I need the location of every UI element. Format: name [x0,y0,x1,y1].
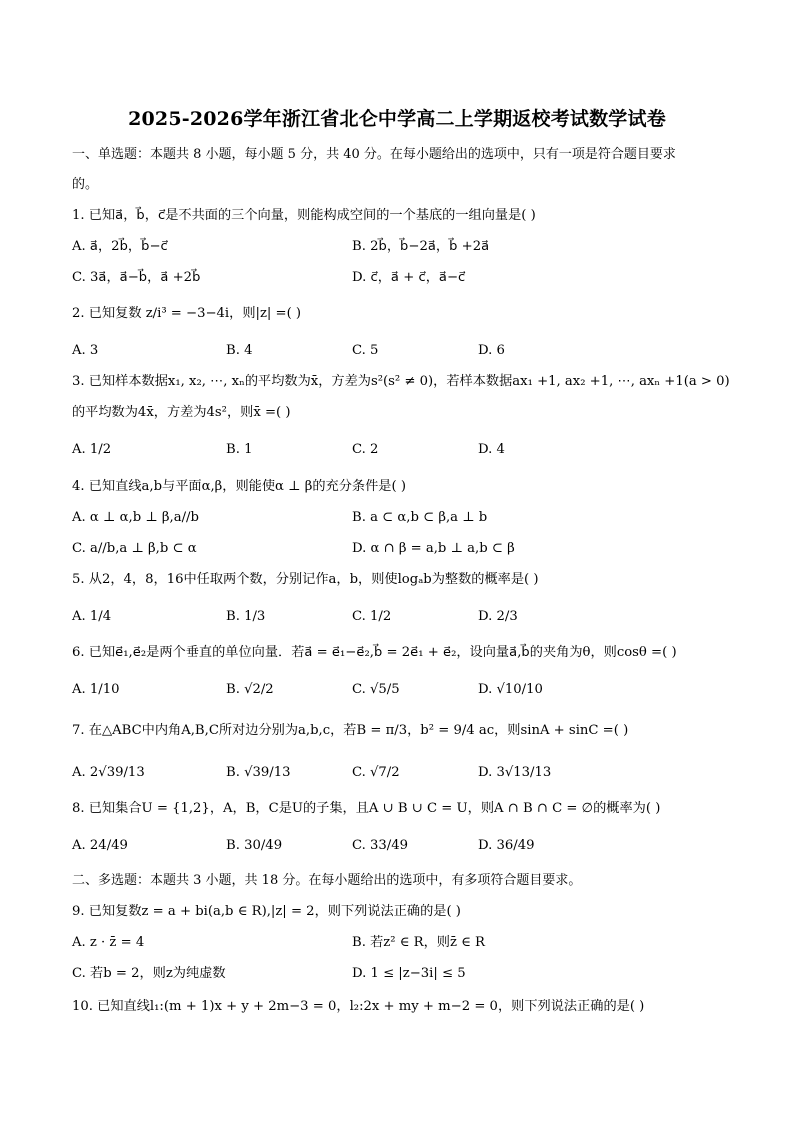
question-2-option-c: C. 5 [352,343,379,358]
question-2-option-a: A. 3 [72,343,99,358]
question-1-option-d: D. c⃗，a⃗ + c⃗，a⃗−c⃗ [352,270,466,285]
question-1-option-a: A. a⃗，2b⃗，b⃗−c⃗ [72,239,168,254]
question-9-option-b: B. 若z² ∈ R，则z̄ ∈ R [352,935,485,950]
question-5-stem: 5. 从2，4，8，16中任取两个数，分别记作a，b，则使logₐb为整数的概率是( ) [72,572,539,587]
question-5-option-d: D. 2/3 [478,609,518,624]
question-4-option-b: B. a ⊂ α,b ⊂ β,a ⊥ b [352,510,488,525]
question-7-option-c: C. √7/2 [352,765,400,780]
question-7-option-d: D. 3√13/13 [478,765,552,780]
question-9-stem: 9. 已知复数z = a + bi(a,b ∈ R),|z| = 2，则下列说法正确的是( ) [72,904,461,919]
question-2-option-d: D. 6 [478,343,505,358]
question-5-option-a: A. 1/4 [72,609,112,624]
question-8-option-b: B. 30/49 [226,838,283,853]
question-6-option-c: C. √5/5 [352,682,400,697]
question-10-stem: 10. 已知直线l₁:(m + 1)x + y + 2m−3 = 0，l₂:2x + my + m−2 = 0，则下列说法正确的是( ) [72,999,645,1014]
question-8-stem: 8. 已知集合U = {1,2}，A，B，C是U的子集，且A ∪ B ∪ C = U，则A ∩ B ∩ C = ∅的概率为( ) [72,801,661,816]
question-3-stem-line-1: 3. 已知样本数据x₁, x₂, ⋯, xₙ的平均数为x̄，方差为s²(s² ≠ 0)，若样本数据ax₁ +1, ax₂ +1, ⋯, axₙ +1(a > 0) [72,374,730,389]
question-4-option-c: C. a//b,a ⊥ β,b ⊂ α [72,541,197,556]
question-6-option-a: A. 1/10 [72,682,120,697]
question-3-option-c: C. 2 [352,442,379,457]
section-1-heading: 一、单选题：本题共 8 小题，每小题 5 分，共 40 分。在每小题给出的选项中，只有一项是符合题目要求 [72,147,676,162]
section-2-heading: 二、多选题：本题共 3 小题，共 18 分。在每小题给出的选项中，有多项符合题目要求。 [72,873,582,888]
question-2-option-b: B. 4 [226,343,253,358]
exam-title: 2025-2026学年浙江省北仑中学高二上学期返校考试数学试卷 [128,108,666,130]
question-9-option-d: D. 1 ≤ |z−3i| ≤ 5 [352,966,466,981]
question-6-option-b: B. √2/2 [226,682,274,697]
question-9-option-a: A. z · z̄ = 4 [72,935,145,950]
question-7-option-b: B. √39/13 [226,765,291,780]
question-3-option-a: A. 1/2 [72,442,112,457]
question-1-stem: 1. 已知a⃗，b⃗，c⃗是不共面的三个向量，则能构成空间的一个基底的一组向量是( ) [72,208,536,223]
question-1-option-c: C. 3a⃗，a⃗−b⃗，a⃗ +2b⃗ [72,270,201,285]
question-3-stem-line-2: 的平均数为4x̄，方差为4s²，则x̄ =( ) [72,405,291,420]
question-3-option-d: D. 4 [478,442,505,457]
question-7-stem: 7. 在△ABC中内角A,B,C所对边分别为a,b,c，若B = π/3，b² = 9/4 ac，则sinA + sinC =( ) [72,723,629,738]
question-6-option-d: D. √10/10 [478,682,543,697]
question-8-option-a: A. 24/49 [72,838,128,853]
section-1-heading-cont: 的。 [72,177,99,192]
question-5-option-c: C. 1/2 [352,609,392,624]
question-8-option-c: C. 33/49 [352,838,409,853]
question-4-option-d: D. α ∩ β = a,b ⊥ a,b ⊂ β [352,541,515,556]
question-8-option-d: D. 36/49 [478,838,535,853]
question-2-stem: 2. 已知复数 z/i³ = −3−4i，则|z| =( ) [72,306,302,321]
question-4-option-a: A. α ⊥ α,b ⊥ β,a//b [72,510,199,525]
question-7-option-a: A. 2√39/13 [72,765,145,780]
question-5-option-b: B. 1/3 [226,609,266,624]
question-6-stem: 6. 已知e⃗₁,e⃗₂是两个垂直的单位向量．若a⃗ = e⃗₁−e⃗₂,b⃗ = 2e⃗₁ + e⃗₂，设向量a⃗,b⃗的夹角为θ，则cosθ =( ) [72,645,677,660]
question-9-option-c: C. 若b = 2，则z为纯虚数 [72,966,226,981]
question-1-option-b: B. 2b⃗，b⃗−2a⃗，b⃗ +2a⃗ [352,239,490,254]
question-3-option-b: B. 1 [226,442,253,457]
question-4-stem: 4. 已知直线a,b与平面α,β，则能使α ⊥ β的充分条件是( ) [72,479,406,494]
